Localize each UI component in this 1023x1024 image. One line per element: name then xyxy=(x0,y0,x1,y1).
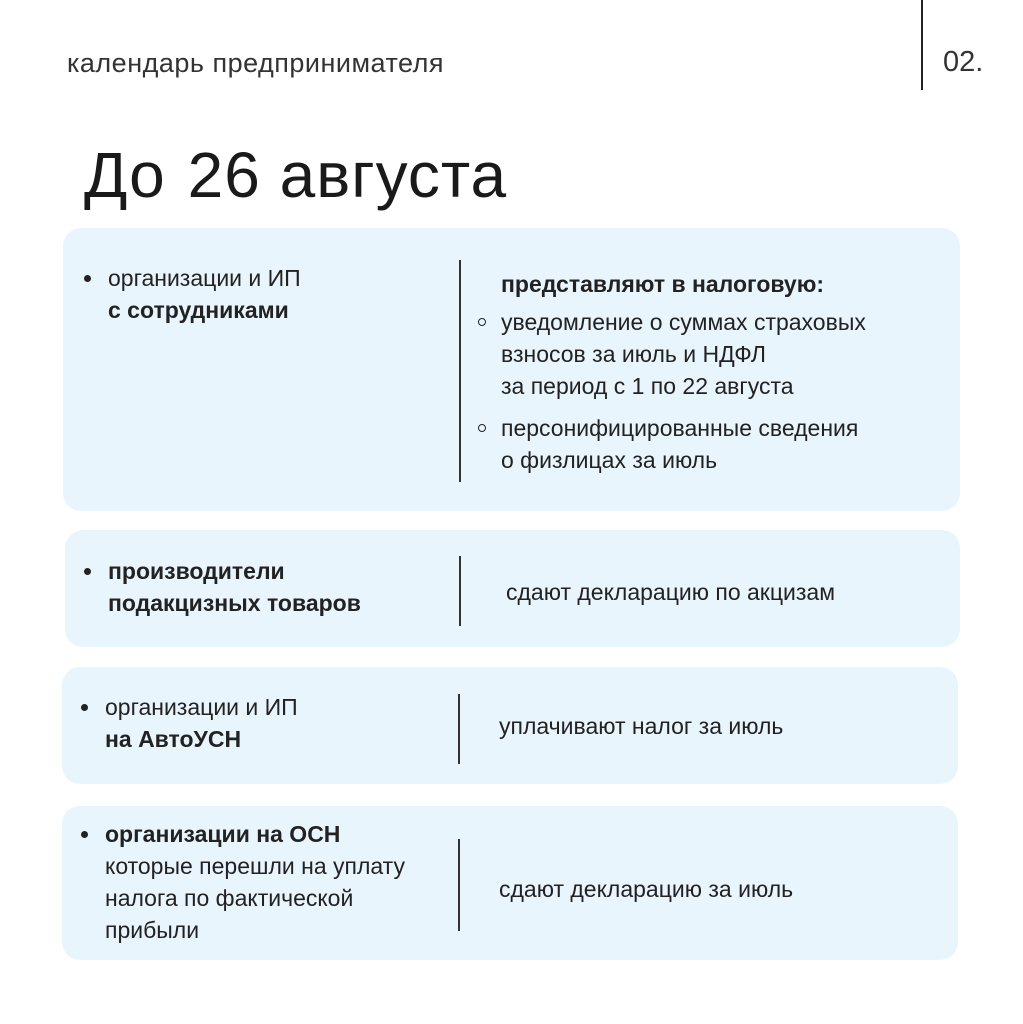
header-label: календарь предпринимателя xyxy=(67,48,445,78)
card-divider xyxy=(459,556,461,626)
card-who xyxy=(108,555,361,619)
who-line-bold: с сотрудниками xyxy=(108,297,289,323)
card-divider xyxy=(458,694,460,764)
card-action xyxy=(499,873,793,905)
who-line: налога по фактической xyxy=(105,885,354,911)
action-text: уплачивают налог за июль xyxy=(499,713,784,739)
action-item xyxy=(501,412,866,476)
card-who xyxy=(108,262,301,326)
bullet-icon xyxy=(81,704,88,711)
action-item-line: о физлицах за июль xyxy=(501,447,718,473)
header-divider xyxy=(921,0,923,90)
page-title xyxy=(84,138,507,212)
bullet-icon xyxy=(84,275,91,282)
card-action xyxy=(499,710,783,742)
who-line: прибыли xyxy=(105,917,200,943)
card-action xyxy=(501,268,866,486)
who-line-bold: подакцизных товаров xyxy=(108,590,361,616)
card-osn xyxy=(62,806,958,960)
action-head: представляют в налоговую: xyxy=(501,271,825,297)
who-line-bold: на АвтоУСН xyxy=(105,726,242,752)
who-line: организации и ИП xyxy=(108,265,301,291)
card-autousn xyxy=(62,667,958,784)
action-text: сдают декларацию по акцизам xyxy=(506,579,836,605)
card-excise xyxy=(65,530,960,647)
card-employees xyxy=(63,228,960,511)
who-line: организации и ИП xyxy=(105,694,298,720)
ring-bullet-icon xyxy=(478,318,486,326)
who-line-bold: организации на ОСН xyxy=(105,821,341,847)
card-who xyxy=(105,818,405,946)
bullet-icon xyxy=(84,568,91,575)
title-word-2: 26 августа xyxy=(187,139,508,211)
ring-bullet-icon xyxy=(478,424,486,432)
who-line: которые перешли на уплату xyxy=(105,853,405,879)
action-item-line: уведомление о суммах страховых xyxy=(501,309,866,335)
action-item-line: персонифицированные сведения xyxy=(501,415,859,441)
card-divider xyxy=(458,839,460,931)
page-number: 02. xyxy=(943,46,984,78)
card-who xyxy=(105,691,298,755)
action-item-line: взносов за июль и НДФЛ xyxy=(501,341,767,367)
action-text: сдают декларацию за июль xyxy=(499,876,794,902)
who-line-bold: производители xyxy=(108,558,285,584)
title-word-1: До xyxy=(84,139,166,211)
card-divider xyxy=(459,260,461,482)
card-action xyxy=(506,576,835,608)
action-item-line: за период с 1 по 22 августа xyxy=(501,373,794,399)
bullet-icon xyxy=(81,831,88,838)
action-item xyxy=(501,306,866,402)
